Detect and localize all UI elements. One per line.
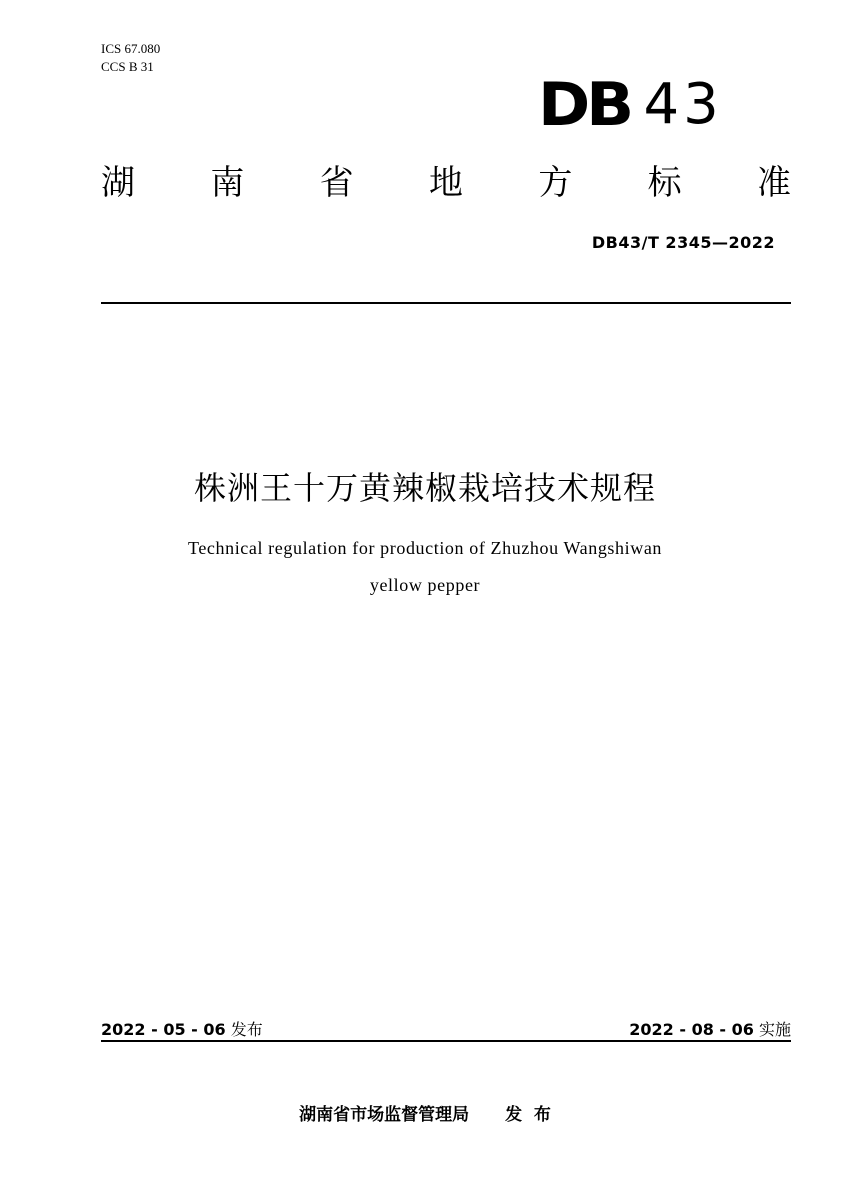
standard-type-char: 方 (538, 163, 573, 203)
title-english-line2: yellow pepper (369, 575, 481, 595)
implement-date-block (629, 1017, 791, 1040)
db43-logo (538, 70, 723, 140)
standard-type-char: 准 (756, 163, 791, 203)
ics-code: ICS 67.080 (101, 41, 161, 56)
db-mark: DB (538, 70, 630, 140)
publish-date: 2022 - 05 - 06 (101, 1020, 226, 1039)
implement-label: 实施 (758, 1020, 791, 1039)
title-english-line1: Technical regulation for production of Zhuzhou Wangshiwan (187, 538, 663, 558)
db-number: 43 (643, 72, 723, 137)
standard-type-char: 南 (210, 163, 245, 203)
issuer-action: 发 布 (505, 1105, 551, 1125)
standard-type-char: 湖 (101, 163, 135, 203)
standard-type-char: 标 (647, 163, 682, 203)
standard-type-char: 省 (319, 163, 354, 203)
top-divider (101, 302, 791, 304)
issuer-line (0, 1100, 850, 1125)
implement-date: 2022 - 08 - 06 (629, 1020, 754, 1039)
standard-code: DB43/T 2345—2022 (591, 233, 775, 252)
issuer-name: 湖南省市场监督管理局 (299, 1105, 470, 1125)
title-chinese: 株洲王十万黄辣椒栽培技术规程 (193, 469, 656, 507)
classification-codes (101, 40, 160, 76)
ccs-code: CCS B 31 (101, 59, 154, 74)
bottom-divider (101, 1040, 791, 1042)
publish-label: 发布 (230, 1020, 263, 1039)
standard-type-heading (101, 163, 791, 203)
publish-date-block (101, 1017, 263, 1040)
standard-type-char: 地 (428, 163, 463, 203)
